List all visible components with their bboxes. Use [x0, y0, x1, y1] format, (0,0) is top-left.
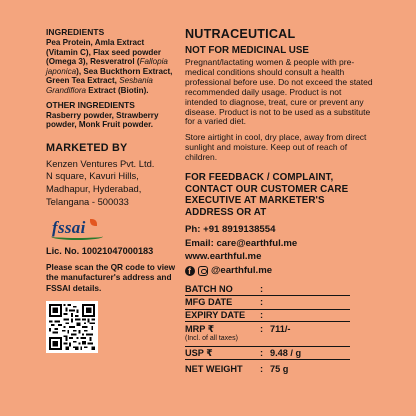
mrp-tax-note: (Incl. of all taxes)	[185, 334, 238, 342]
colon: :	[260, 347, 264, 358]
license-number: Lic. No. 10021047000183	[46, 246, 154, 257]
colon: :	[260, 323, 264, 334]
storage-text: Store airtight in cool, dry place, away from direct sunlight and moisture. Keep out of reach of children.	[185, 132, 367, 163]
address-line: Kenzen Ventures Pvt. Ltd.	[46, 157, 155, 169]
qr-code-icon	[49, 304, 95, 350]
feedback-heading: FOR FEEDBACK / COMPLAINT, CONTACT OUR CUSTOMER CARE EXECUTIVE AT MARKETER'S ADDRESS OR AT	[185, 172, 349, 219]
colon: :	[260, 296, 264, 307]
ingredients-heading: INGREDIENTS	[46, 27, 105, 37]
batch-row	[185, 284, 350, 296]
expiry-row	[185, 309, 350, 322]
ingredients-text: Pea Protein, Amla Extract (Vitamin C), Flax seed powder (Omega 3), Resveratrol (Fallopia japonica), Sea Buckthorn Extract, Green Tea Extract, Sesbania Grandiflora Extract (Biotin).	[46, 38, 173, 95]
website-link[interactable]: www.earthful.me	[185, 251, 262, 263]
usp-label: USP ₹	[185, 347, 213, 358]
mrp-value: 711/-	[270, 323, 291, 334]
colon: :	[260, 363, 264, 374]
contact-details	[185, 223, 375, 278]
facebook-icon	[185, 266, 195, 276]
fssai-arc-icon	[51, 233, 103, 240]
usp-row	[185, 346, 350, 360]
left-column	[46, 27, 178, 353]
mrp-label-group	[185, 324, 260, 343]
mrp-row	[185, 324, 350, 346]
email-address[interactable]: Email: care@earthful.me	[185, 237, 298, 249]
other-ingredients-text: Rasberry powder, Strawberry powder, Monk Fruit powder.	[46, 110, 159, 130]
not-medicinal-heading: NOT FOR MEDICINAL USE	[185, 45, 309, 56]
nutraceutical-heading: NUTRACEUTICAL	[185, 27, 296, 41]
address-line: Telangana - 500033	[46, 195, 129, 207]
batch-no-label: BATCH NO	[185, 283, 233, 294]
net-weight-label: NET WEIGHT	[185, 363, 243, 374]
mfg-date-label: MFG DATE	[185, 296, 233, 307]
right-column	[185, 27, 375, 378]
social-handle-row[interactable]	[185, 264, 375, 278]
expiry-date-label: EXPIRY DATE	[185, 310, 246, 321]
other-ingredients-heading: OTHER INGREDIENTS	[46, 99, 135, 110]
warning-text: Pregnant/lactating women & people with pre-medical conditions should consult a health professional before use. Do not exceed the stated recommended daily usage. Product is not intended to diagnose, treat, cure or prevent any disease. Product is not to be used as a substitute for a varied diet.	[185, 57, 373, 127]
address-line: N square, Kavuri Hills,	[46, 170, 139, 182]
marketed-by-heading: MARKETED BY	[46, 141, 128, 154]
qr-scan-note: Please scan the QR code to view the manufacturer's address and FSSAI details.	[46, 262, 176, 293]
mfg-row	[185, 297, 350, 310]
fssai-logo	[46, 216, 108, 240]
colon: :	[260, 310, 264, 321]
instagram-icon	[198, 266, 208, 276]
phone-number[interactable]: Ph: +91 8919138554	[185, 223, 276, 235]
mrp-label: MRP ₹	[185, 323, 215, 334]
net-weight-row	[185, 364, 350, 378]
social-handle: @earthful.me	[211, 264, 273, 276]
fssai-logo-text: fssai	[52, 218, 86, 238]
net-weight-value: 75 g	[270, 363, 289, 374]
qr-code[interactable]	[46, 301, 98, 353]
marketer-address	[46, 158, 178, 208]
fssai-leaf-icon	[90, 219, 97, 226]
colon: :	[260, 283, 264, 294]
batch-details-table	[185, 284, 350, 378]
usp-value: 9.48 / g	[270, 347, 302, 358]
address-line: Madhapur, Hyderabad,	[46, 182, 142, 194]
